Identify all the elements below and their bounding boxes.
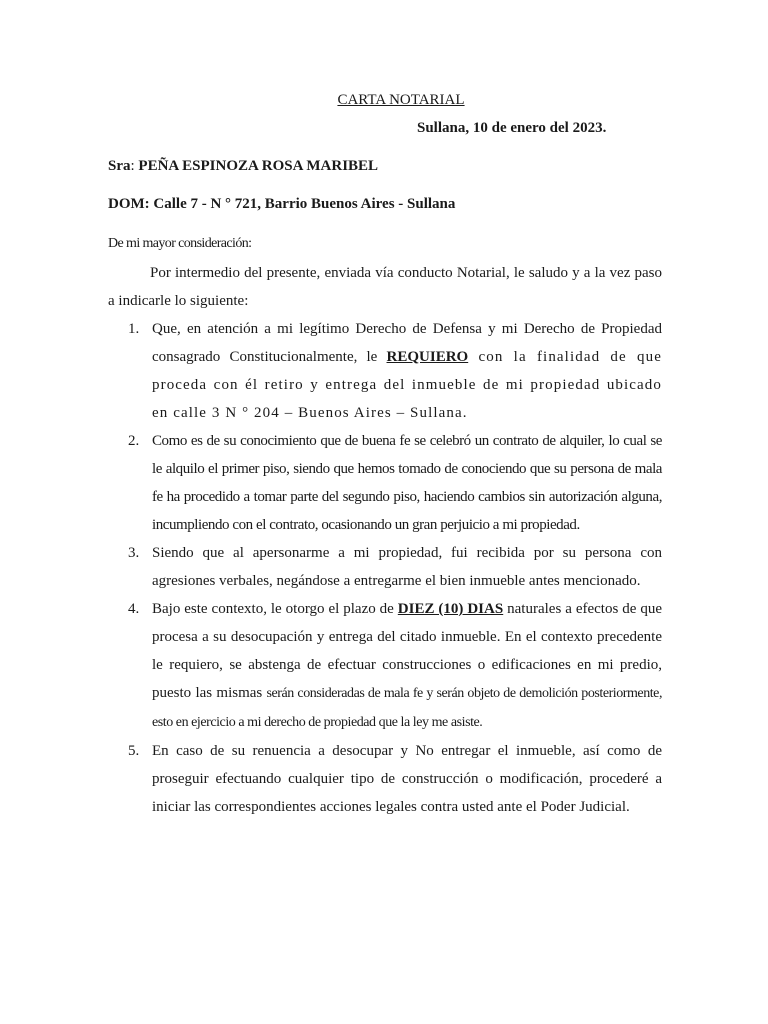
item-text: En caso de su renuencia a desocupar y No entregar el inmueble, así como de proseguir efectuando cualquier tipo de construcción o modificación, procederé a iniciar las correspondientes acciones legales contra usted ante el Poder Judicial. [152, 743, 662, 815]
greeting: De mi mayor consideración: [108, 236, 252, 251]
letter-date: Sullana, 10 de enero del 2023. [417, 120, 607, 136]
item-text-continued: naturales a efectos de que procesa a su desocupación y entrega del citado inmueble. En el contexto precedente le requiero, se abstenga de efectuar construcciones o edificaciones en mi predio, puesto las mismas [152, 601, 663, 701]
list-item [108, 737, 662, 821]
demands-list [108, 315, 662, 821]
item-number: 2. [128, 433, 140, 449]
item-text: Que, en atención a mi legítimo Derecho de Defensa y mi Derecho de Propiedad consagrado Constitucionalmente, le [152, 321, 662, 365]
recipient-label: Sra [108, 158, 131, 174]
item-number: 1. [128, 321, 140, 337]
term-emphasis: DIEZ (10) DIAS [397, 601, 504, 617]
item-text: Siendo que al apersonarme a mi propiedad, fui recibida por su persona con agresiones verbales, negándose a entregarme el bien inmueble antes mencionado. [152, 545, 662, 589]
recipient-name: PEÑA ESPINOZA ROSA MARIBEL [138, 158, 379, 174]
item-number: 5. [128, 743, 140, 759]
recipient-colon: : [130, 158, 139, 174]
list-item [108, 315, 662, 427]
list-item [108, 539, 662, 595]
item-text-condensed: serán consideradas de mala fe y serán objeto de demolición posteriormente, esto en ejercicio a mi derecho de propiedad que la ley me asiste. [152, 686, 662, 730]
list-item [108, 595, 662, 737]
recipient-address: DOM: Calle 7 - N ° 721, Barrio Buenos Aires - Sullana [108, 196, 456, 212]
item-text-continued: con la finalidad de que proceda con él retiro y entrega del inmueble de mi propiedad ubicado en calle 3 N ° 204 – Buenos Aires – Sullana. [152, 349, 663, 421]
item-number: 3. [128, 545, 140, 561]
letter-title: CARTA NOTARIAL [337, 92, 465, 108]
item-number: 4. [128, 601, 140, 617]
recipient-line [108, 158, 378, 175]
intro-paragraph: Por intermedio del presente, enviada vía conducto Notarial, le saludo y a la vez paso a indicarle lo siguiente: [108, 265, 662, 309]
item-text: Bajo este contexto, le otorgo el plazo de [152, 601, 398, 617]
requiero-emphasis: REQUIERO [386, 349, 469, 365]
item-text: Como es de su conocimiento que de buena fe se celebró un contrato de alquiler, lo cual se le alquilo el primer piso, siendo que hemos tomado de conociendo que su persona de mala fe ha procedido a tomar parte del segundo piso, haciendo cambios sin autorización alguna, incumpliendo con el contrato, ocasionando un gran perjuicio a mi propiedad. [152, 433, 662, 533]
list-item [108, 427, 662, 539]
